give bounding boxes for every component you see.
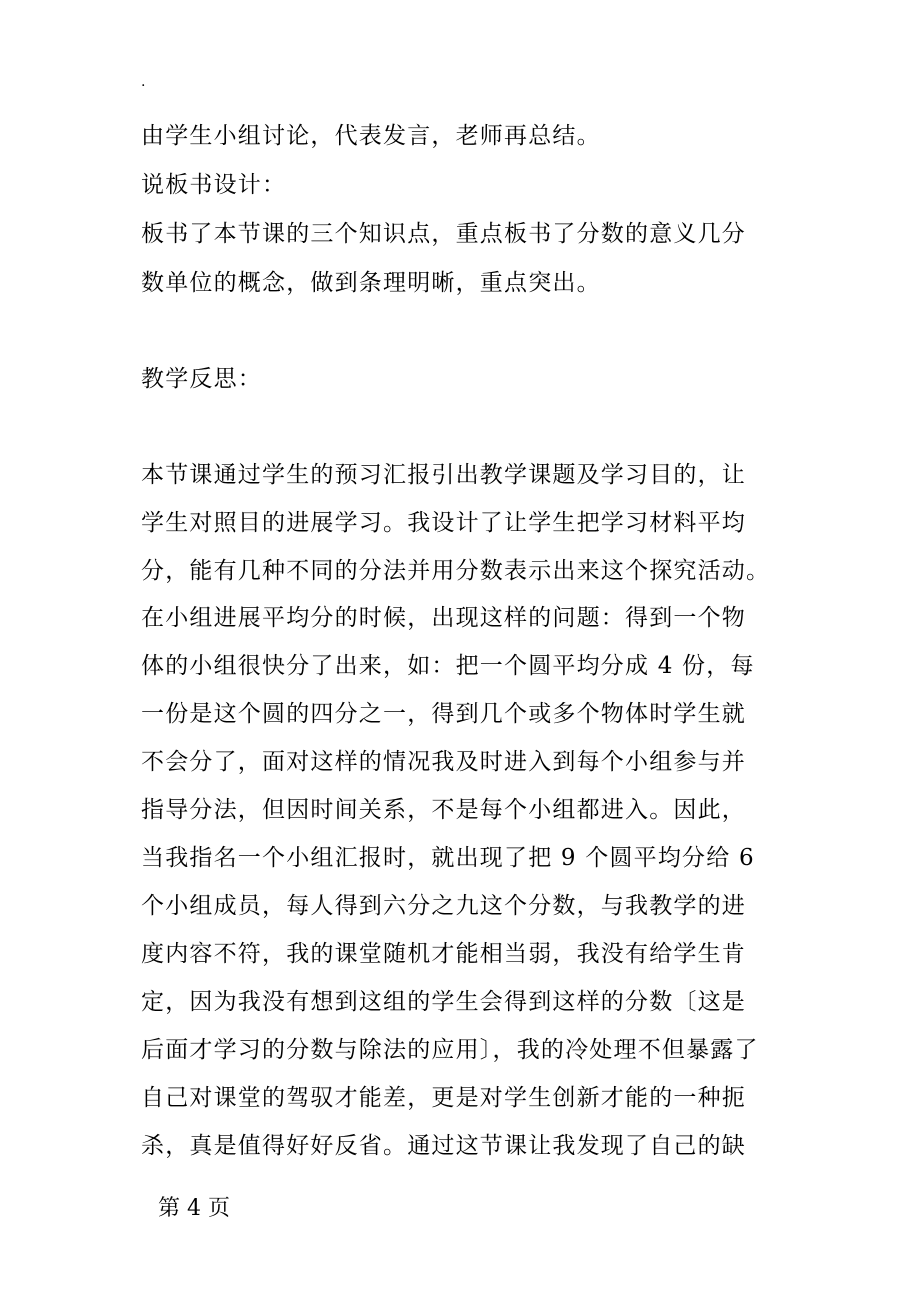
reflection-line-1: 本节课通过学生的预习汇报引出教学课题及学习目的，让	[141, 462, 746, 488]
reflection-line-6: 一份是这个圆的四分之一，得到几个或多个物体时学生就	[141, 701, 746, 727]
reflection-line-12: 定，因为我没有想到这组的学生会得到这样的分数〔这是	[141, 989, 746, 1015]
intro-line-3: 板书了本节课的三个知识点，重点板书了分数的意义几分	[141, 221, 746, 247]
intro-line-1: 由学生小组讨论，代表发言，老师再总结。	[141, 123, 601, 149]
header-dot: .	[141, 74, 146, 90]
reflection-line-7: 不会分了，面对这样的情况我及时进入到每个小组参与并	[141, 749, 746, 775]
reflection-line-3: 分，能有几种不同的分法并用分数表示出来这个探究活动。	[141, 558, 771, 584]
reflection-line-13: 后面才学习的分数与除法的应用〕，我的冷处理不但暴露了	[141, 1037, 759, 1063]
reflection-line-2: 学生对照目的进展学习。我设计了让学生把学习材料平均	[141, 510, 746, 536]
page-number: 第 4 页	[158, 1196, 230, 1221]
reflection-line-8: 指导分法，但因时间关系，不是每个小组都进入。因此，	[141, 797, 746, 823]
reflection-line-4: 在小组进展平均分的时候，出现这样的问题：得到一个物	[141, 605, 746, 631]
intro-line-2: 说板书设计：	[141, 172, 287, 198]
reflection-line-5: 体的小组很快分了出来，如：把一个圆平均分成 4 份，每	[141, 653, 755, 679]
reflection-line-9: 当我指名一个小组汇报时，就出现了把 9 个圆平均分给 6	[141, 845, 755, 871]
reflection-line-10: 个小组成员，每人得到六分之九这个分数，与我教学的进	[141, 893, 746, 919]
intro-line-4: 数单位的概念，做到条理明晰，重点突出。	[141, 270, 601, 296]
reflection-heading: 教学反思：	[141, 366, 262, 392]
reflection-line-11: 度内容不符，我的课堂随机才能相当弱，我没有给学生肯	[141, 941, 746, 967]
reflection-line-14: 自己对课堂的驾驭才能差，更是对学生创新才能的一种扼	[141, 1085, 746, 1111]
reflection-line-15: 杀，真是值得好好反省。通过这节课让我发现了自己的缺	[141, 1133, 746, 1159]
